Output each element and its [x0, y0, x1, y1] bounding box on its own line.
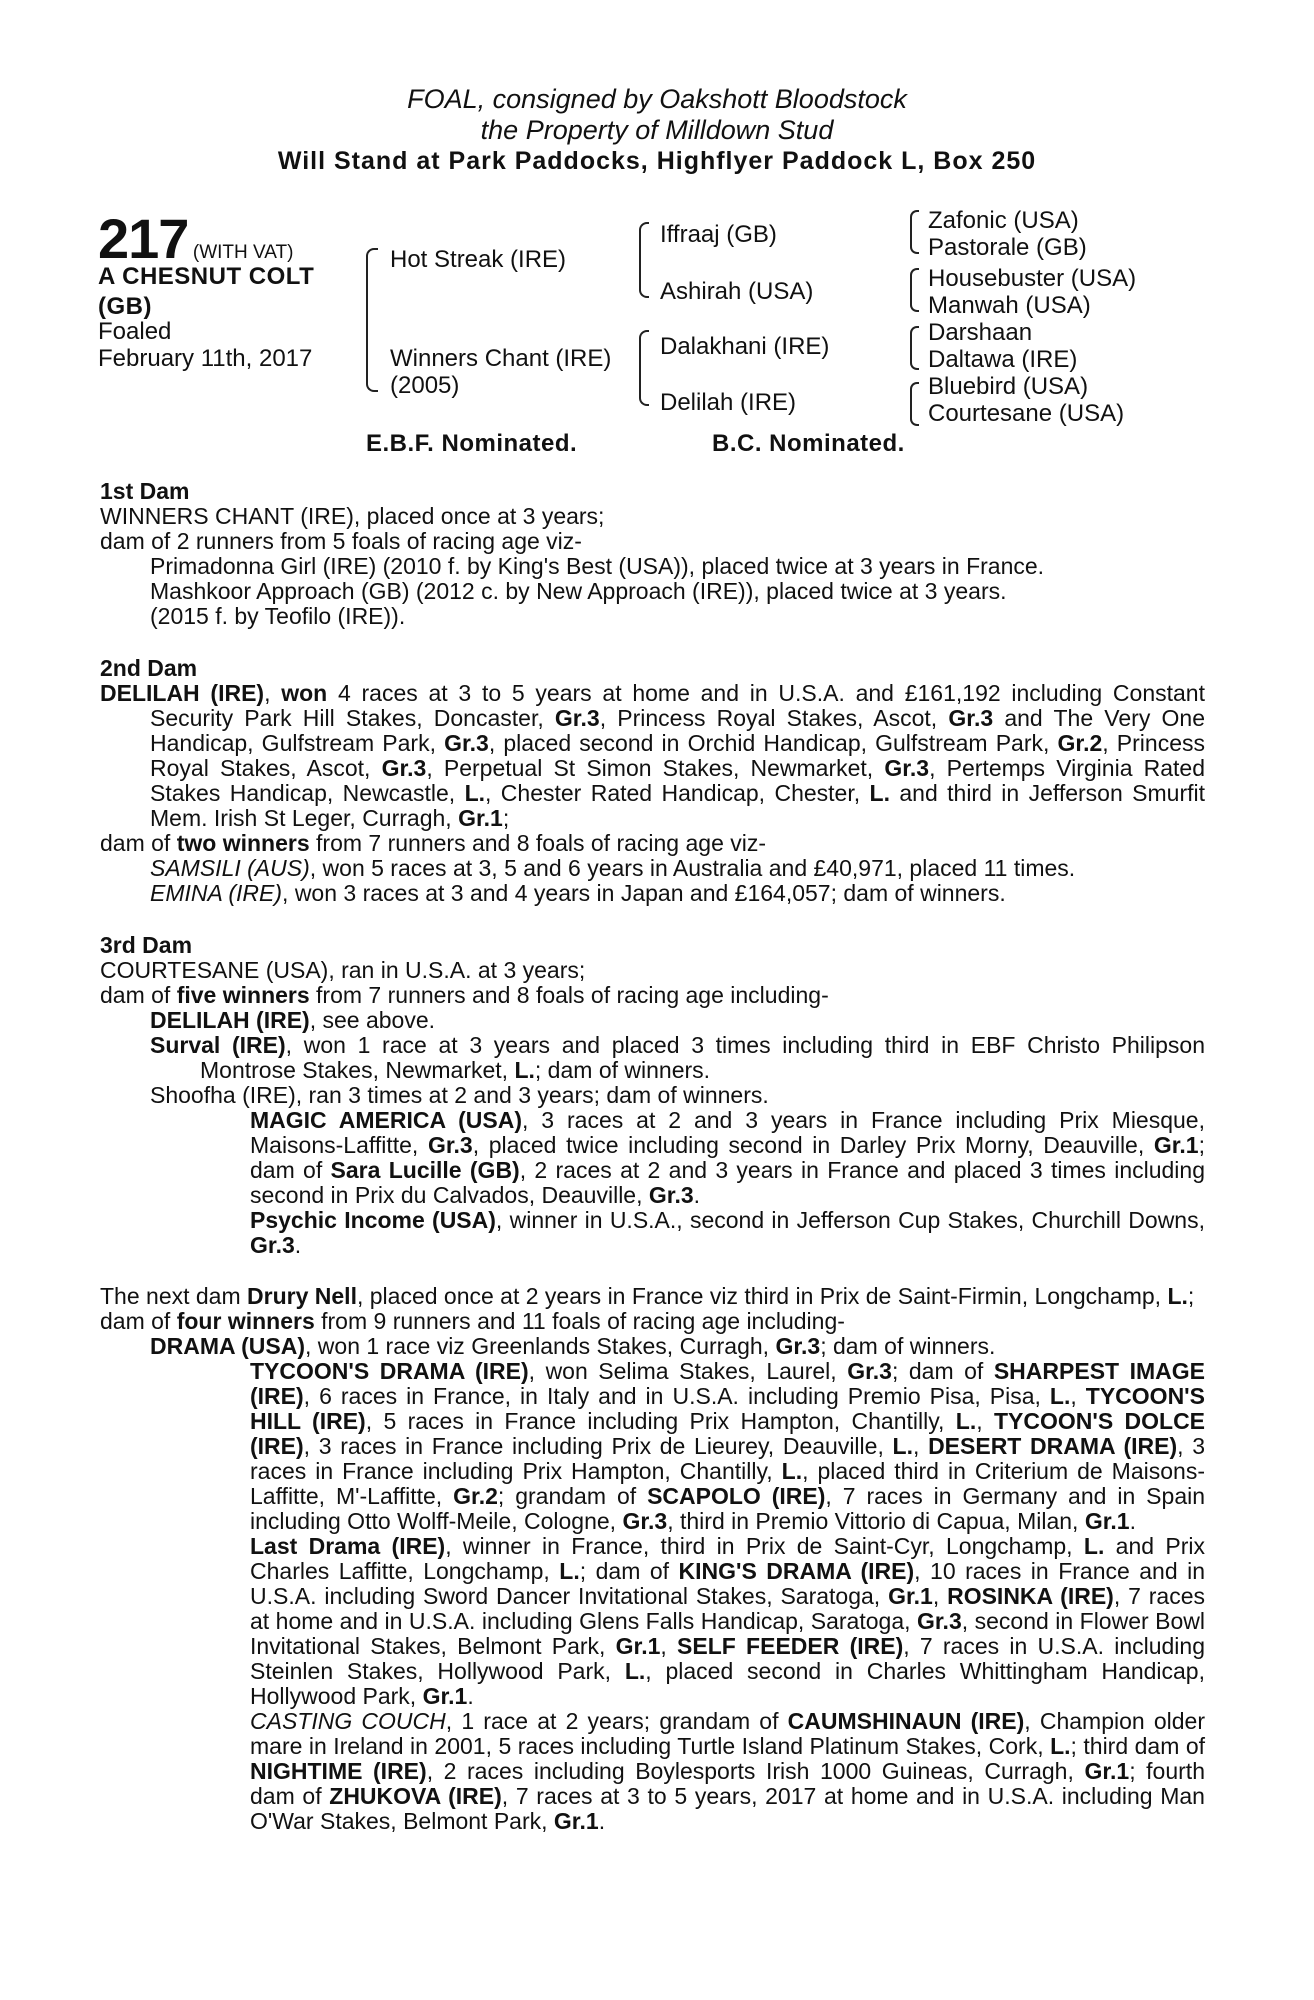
first-dam-section	[100, 479, 1205, 629]
dam: Winners Chant (IRE)	[390, 345, 612, 372]
second-dam-section	[100, 656, 1205, 906]
first-dam-foal-3: (2015 f. by Teofilo (IRE)).	[150, 603, 406, 629]
dam-sire: Dalakhani (IRE)	[660, 333, 830, 360]
first-dam-foal-2: Mashkoor Approach (GB) (2012 c. by New Approach (IRE)), placed twice at 3 years.	[150, 578, 1007, 604]
sire: Hot Streak (IRE)	[390, 246, 567, 273]
pedigree-brace-dam	[639, 330, 649, 406]
second-dam-record: DELILAH (IRE), won 4 races at 3 to 5 years at home and in U.S.A. and £161,192 including Constant Security Park Hill Stakes, Doncaster, Gr.3, Princess Royal Stakes, Ascot, Gr.3 and The Very One Handicap, Gulfstream Park, Gr.3, placed second in Orchid Handicap, Gulfstream Park, Gr.2, Princess Royal Stakes, Ascot, Gr.3, Perpetual St Simon Stakes, Newmarket, Gr.3, Pertemps Virginia Rated Stakes Handicap, Newcastle, L., Chester Rated Handicap, Chester, L. and third in Jefferson Smurfit Mem. Irish St Leger, Curragh, Gr.1;	[100, 680, 1205, 831]
lot-title-1: A CHESNUT COLT	[98, 263, 315, 290]
consignor-line: FOAL, consigned by Oakshott Bloodstock	[407, 84, 907, 114]
third-dam-foal-surval: Surval (IRE), won 1 race at 3 years and placed 3 times including third in EBF Christo Philipson Montrose Stakes, Newmarket, L.; dam of winners.	[150, 1032, 1205, 1083]
third-dam-section	[100, 933, 1205, 1258]
pedigree-brace-1	[910, 210, 919, 254]
second-dam-produce: dam of two winners from 7 runners and 8 foals of racing age viz-	[100, 830, 767, 856]
pedigree-brace-3	[910, 326, 919, 370]
first-dam-line1: WINNERS CHANT (IRE), placed once at 3 years;	[100, 503, 605, 529]
vat-note: (WITH VAT)	[192, 242, 294, 263]
gen3-1: Zafonic (USA)	[928, 207, 1079, 234]
next-dam-casting-couch: CASTING COUCH, 1 race at 2 years; grandam of CAUMSHINAUN (IRE), Champion older mare in Ireland in 2001, 5 races including Turtle Island Platinum Stakes, Cork, L.; third dam of NIGHTIME (IRE), 2 races including Boylesports Irish 1000 Guineas, Curragh, Gr.1; fourth dam of ZHUKOVA (IRE), 7 races at 3 to 5 years, 2017 at home and in U.S.A. including Man O'War Stakes, Belmont Park, Gr.1.	[250, 1708, 1206, 1834]
ebf-nominated: E.B.F. Nominated.	[366, 430, 578, 457]
gen3-2: Pastorale (GB)	[928, 234, 1087, 261]
second-dam-foal-samsili: SAMSILI (AUS), won 5 races at 3, 5 and 6 years in Australia and £40,971, placed 11 times.	[150, 855, 1076, 881]
next-dam-produce: dam of four winners from 9 runners and 11 foals of racing age including-	[100, 1308, 845, 1334]
third-dam-psychic-income: Psychic Income (USA), winner in U.S.A., second in Jefferson Cup Stakes, Churchill Downs, Gr.3.	[250, 1207, 1205, 1258]
sire-sire: Iffraaj (GB)	[660, 221, 777, 248]
stabling-line: Will Stand at Park Paddocks, Highflyer Paddock L, Box 250	[277, 147, 1037, 175]
first-dam-foal-1: Primadonna Girl (IRE) (2010 f. by King's Best (USA)), placed twice at 3 years in France.	[150, 553, 1045, 579]
lot-title-2: (GB)	[98, 293, 152, 320]
foaled-date: February 11th, 2017	[98, 345, 313, 372]
pedigree-brace-gen1	[366, 248, 378, 392]
next-dam-drama: DRAMA (USA), won 1 race viz Greenlands Stakes, Curragh, Gr.3; dam of winners.	[150, 1333, 996, 1359]
dam-year: (2005)	[390, 372, 460, 399]
gen3-4: Manwah (USA)	[928, 292, 1091, 319]
third-dam-foal-delilah: DELILAH (IRE), see above.	[150, 1007, 436, 1033]
third-dam-produce: dam of five winners from 7 runners and 8 foals of racing age including-	[100, 982, 829, 1008]
second-dam-heading: 2nd Dam	[100, 655, 198, 681]
gen3-8: Courtesane (USA)	[928, 400, 1125, 427]
gen3-7: Bluebird (USA)	[928, 373, 1089, 400]
gen3-3: Housebuster (USA)	[928, 265, 1137, 292]
gen3-6: Daltawa (IRE)	[928, 346, 1078, 373]
dam-dam: Delilah (IRE)	[660, 389, 797, 416]
first-dam-line2: dam of 2 runners from 5 foals of racing age viz-	[100, 528, 582, 554]
third-dam-line1: COURTESANE (USA), ran in U.S.A. at 3 years;	[100, 957, 586, 983]
first-dam-heading: 1st Dam	[100, 478, 190, 504]
lot-number: 217	[98, 207, 189, 270]
next-dam-tycoons-drama: TYCOON'S DRAMA (IRE), won Selima Stakes, Laurel, Gr.3; dam of SHARPEST IMAGE (IRE), 6 races in France, in Italy and in U.S.A. including Premio Pisa, Pisa, L., TYCOON'S HILL (IRE), 5 races in France including Prix Hampton, Chantilly, L., TYCOON'S DOLCE (IRE), 3 races in France including Prix de Lieurey, Deauville, L., DESERT DRAMA (IRE), 3 races in France including Prix Hampton, Chantilly, L., placed third in Criterium de Maisons-Laffitte, M'-Laffitte, Gr.2; grandam of SCAPOLO (IRE), 7 races in Germany and in Spain including Otto Wolff-Meile, Cologne, Gr.3, third in Premio Vittorio di Capua, Milan, Gr.1.	[250, 1358, 1206, 1534]
next-dam-last-drama: Last Drama (IRE), winner in France, third in Prix de Saint-Cyr, Longchamp, L. and Prix Charles Laffitte, Longchamp, L.; dam of KING'S DRAMA (IRE), 10 races in France and in U.S.A. including Sword Dancer Invitational Stakes, Saratoga, Gr.1, ROSINKA (IRE), 7 races at home and in U.S.A. including Glens Falls Handicap, Saratoga, Gr.3, second in Flower Bowl Invitational Stakes, Belmont Park, Gr.1, SELF FEEDER (IRE), 7 races in U.S.A. including Steinlen Stakes, Hollywood Park, L., placed second in Charles Whittingham Handicap, Hollywood Park, Gr.1.	[250, 1533, 1205, 1709]
third-dam-magic-america: MAGIC AMERICA (USA), 3 races at 2 and 3 years in France including Prix Miesque, Maisons-Laffitte, Gr.3, placed twice including second in Darley Prix Morny, Deauville, Gr.1; dam of Sara Lucille (GB), 2 races at 2 and 3 years in France and placed 3 times including second in Prix du Calvados, Deauville, Gr.3.	[250, 1107, 1205, 1208]
gen3-5: Darshaan	[928, 319, 1033, 346]
next-dam-intro: The next dam Drury Nell, placed once at 2 years in France viz third in Prix de Saint-Firmin, Longchamp, L.;	[100, 1283, 1195, 1309]
lot-number-block	[98, 207, 294, 270]
second-dam-foal-emina: EMINA (IRE), won 3 races at 3 and 4 years in Japan and £164,057; dam of winners.	[150, 880, 1006, 906]
foaled-label: Foaled	[98, 318, 172, 345]
sire-dam: Ashirah (USA)	[660, 278, 814, 305]
property-line: the Property of Milldown Stud	[480, 115, 834, 145]
next-dam-section	[100, 1284, 1205, 1834]
pedigree-brace-sire	[639, 222, 649, 298]
third-dam-foal-shoofha: Shoofha (IRE), ran 3 times at 2 and 3 years; dam of winners.	[150, 1082, 769, 1108]
third-dam-heading: 3rd Dam	[100, 932, 193, 958]
pedigree-brace-2	[910, 268, 919, 312]
bc-nominated: B.C. Nominated.	[712, 430, 905, 457]
pedigree-brace-4	[910, 382, 919, 426]
